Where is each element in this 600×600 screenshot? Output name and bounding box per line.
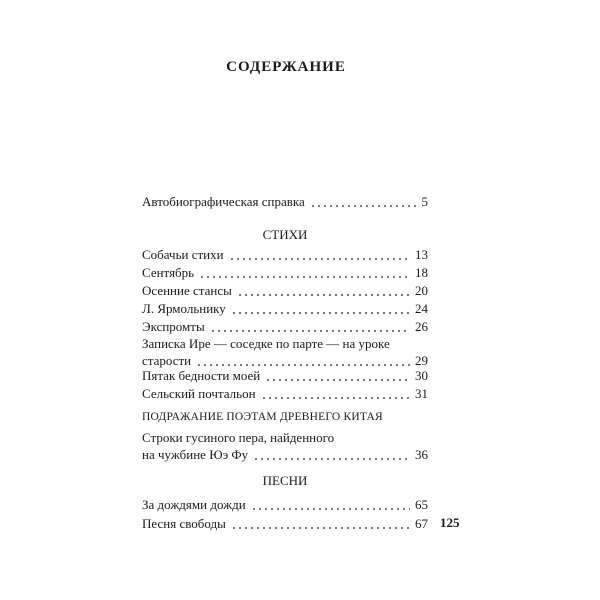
- toc-entry: [142, 495, 428, 513]
- toc-entry-multiline: [142, 335, 428, 369]
- dot-leader: [251, 508, 410, 510]
- entry-title-line1: Записка Ире — соседке по парте — на уроке: [142, 336, 390, 351]
- toc-entry: [142, 514, 428, 532]
- page-number: 125: [440, 515, 460, 530]
- toc-entry: [142, 384, 428, 402]
- dot-leader: [253, 458, 410, 460]
- entry-page: 18: [415, 265, 428, 280]
- entry-title-line2: на чужбине Юэ Фу: [142, 447, 249, 462]
- toc-entry: [142, 317, 428, 335]
- dot-leader: [229, 258, 410, 260]
- dot-leader: [210, 330, 410, 332]
- dot-leader: [231, 312, 410, 314]
- dot-leader: [310, 205, 417, 207]
- section-heading-china: ПОДРАЖАНИЕ ПОЭТАМ ДРЕВНЕГО КИТАЯ: [142, 411, 383, 423]
- entry-title: Песня свободы: [142, 516, 226, 531]
- dot-leader: [237, 294, 410, 296]
- entry-title: Сельский почтальон: [142, 386, 256, 401]
- entry-page: 65: [415, 497, 428, 512]
- entry-title-line2: старости: [142, 353, 192, 368]
- entry-title: За дождями дожди: [142, 497, 246, 512]
- entry-title-line1: Строки гусиного пера, найденного: [142, 430, 335, 445]
- entry-title: Экспромты: [142, 319, 205, 334]
- toc-entry: [142, 245, 428, 263]
- entry-page: 67: [415, 516, 428, 531]
- dot-leader: [199, 276, 410, 278]
- entry-page: 5: [421, 194, 428, 209]
- entry-page: 36: [415, 447, 428, 462]
- dot-leader: [261, 397, 410, 399]
- section-heading-songs: ПЕСНИ: [262, 473, 308, 488]
- entry-title: Автобиографическая справка: [142, 194, 305, 209]
- entry-page: 24: [415, 301, 428, 316]
- toc-entry: [142, 192, 428, 210]
- entry-page: 29: [415, 353, 428, 368]
- entry-title: Л. Ярмольнику: [142, 301, 226, 316]
- entry-page: 30: [415, 368, 428, 383]
- toc-entry: [142, 299, 428, 317]
- entry-page: 26: [415, 319, 428, 334]
- entry-page: 13: [415, 247, 428, 262]
- toc-entry: [142, 281, 428, 299]
- page-title: СОДЕРЖАНИЕ: [226, 59, 346, 75]
- section-heading-poems: СТИХИ: [262, 227, 308, 242]
- dot-leader: [231, 527, 410, 529]
- toc-entry-multiline: [142, 429, 428, 463]
- toc-entry: [142, 366, 428, 384]
- entry-title: Собачьи стихи: [142, 247, 224, 262]
- entry-title: Осенние стансы: [142, 283, 232, 298]
- entry-page: 20: [415, 283, 428, 298]
- entry-title: Пятак бедности моей: [142, 368, 261, 383]
- toc-entry: [142, 263, 428, 281]
- entry-page: 31: [415, 386, 428, 401]
- entry-title: Сентябрь: [142, 265, 195, 280]
- dot-leader: [265, 379, 410, 381]
